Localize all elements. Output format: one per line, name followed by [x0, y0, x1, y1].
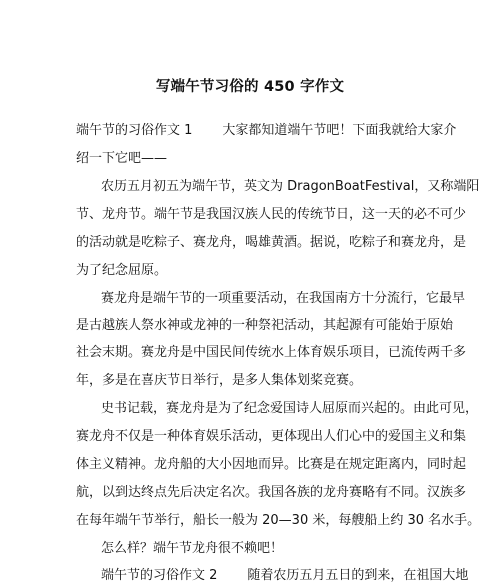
paragraph-3-line-4: 航，以到达终点先后决定名次。我国各族的龙舟赛略有不同。汉族多	[76, 485, 467, 500]
paragraph-1-line-2: 节、龙舟节。端午节是我国汉族人民的传统节日，这一天的必不可少	[76, 207, 467, 222]
essay-1-heading-line	[76, 121, 456, 141]
paragraph-2-line-2: 是古越族人祭水神或龙神的一种祭祀活动，其起源有可能始于原始	[76, 318, 454, 333]
paragraph-3-line-3: 体主义精神。龙舟船的大小因地而异。比赛是在规定距离内，同时起	[76, 457, 467, 472]
paragraph-2-line-1: 赛龙舟是端午节的一项重要活动，在我国南方十分流行，它最早	[101, 291, 466, 306]
paragraph-3-line-1: 史书记载，赛龙舟是为了纪念爱国诗人屈原而兴起的。由此可见，	[101, 401, 479, 416]
paragraph-4-line-1: 怎么样？端午节龙舟很不赖吧！	[101, 541, 284, 556]
paragraph-1-line-1: 农历五月初五为端午节，英文为 DragonBoatFestival，又称端阳	[101, 179, 480, 194]
paragraph-5-line-1: 随着农历五月五日的到来，在祖国大地	[247, 568, 469, 583]
paragraph-1-line-4: 为了纪念屈原。	[76, 263, 168, 278]
paragraph-intro-line-2: 绍一下它吧——	[76, 151, 168, 166]
paragraph-intro-line-1: 大家都知道端午节吧！下面我就给大家介	[222, 123, 457, 138]
paragraph-2-line-4: 年，多是在喜庆节日举行，是多人集体划桨竞赛。	[76, 373, 363, 388]
essay-2-label: 端午节的习俗作文 2	[101, 568, 218, 583]
essay-1-label: 端午节的习俗作文 1	[76, 123, 193, 138]
paragraph-3-line-2: 赛龙舟不仅是一种体育娱乐活动，更体现出人们心中的爱国主义和集	[76, 429, 467, 444]
paragraph-2-line-3: 社会末期。赛龙舟是中国民间传统水上体育娱乐项目，已流传两千多	[76, 345, 467, 360]
paragraph-3-line-5: 在每年端午节举行，船长一般为 20—30 米，每艘船上约 30 名水手。	[76, 513, 481, 528]
essay-2-heading-line	[101, 566, 468, 586]
document-title: 写端午节习俗的 450 字作文	[155, 79, 345, 95]
paragraph-1-line-3: 的活动就是吃粽子、赛龙舟，喝雄黄酒。据说，吃粽子和赛龙舟，是	[76, 235, 467, 250]
